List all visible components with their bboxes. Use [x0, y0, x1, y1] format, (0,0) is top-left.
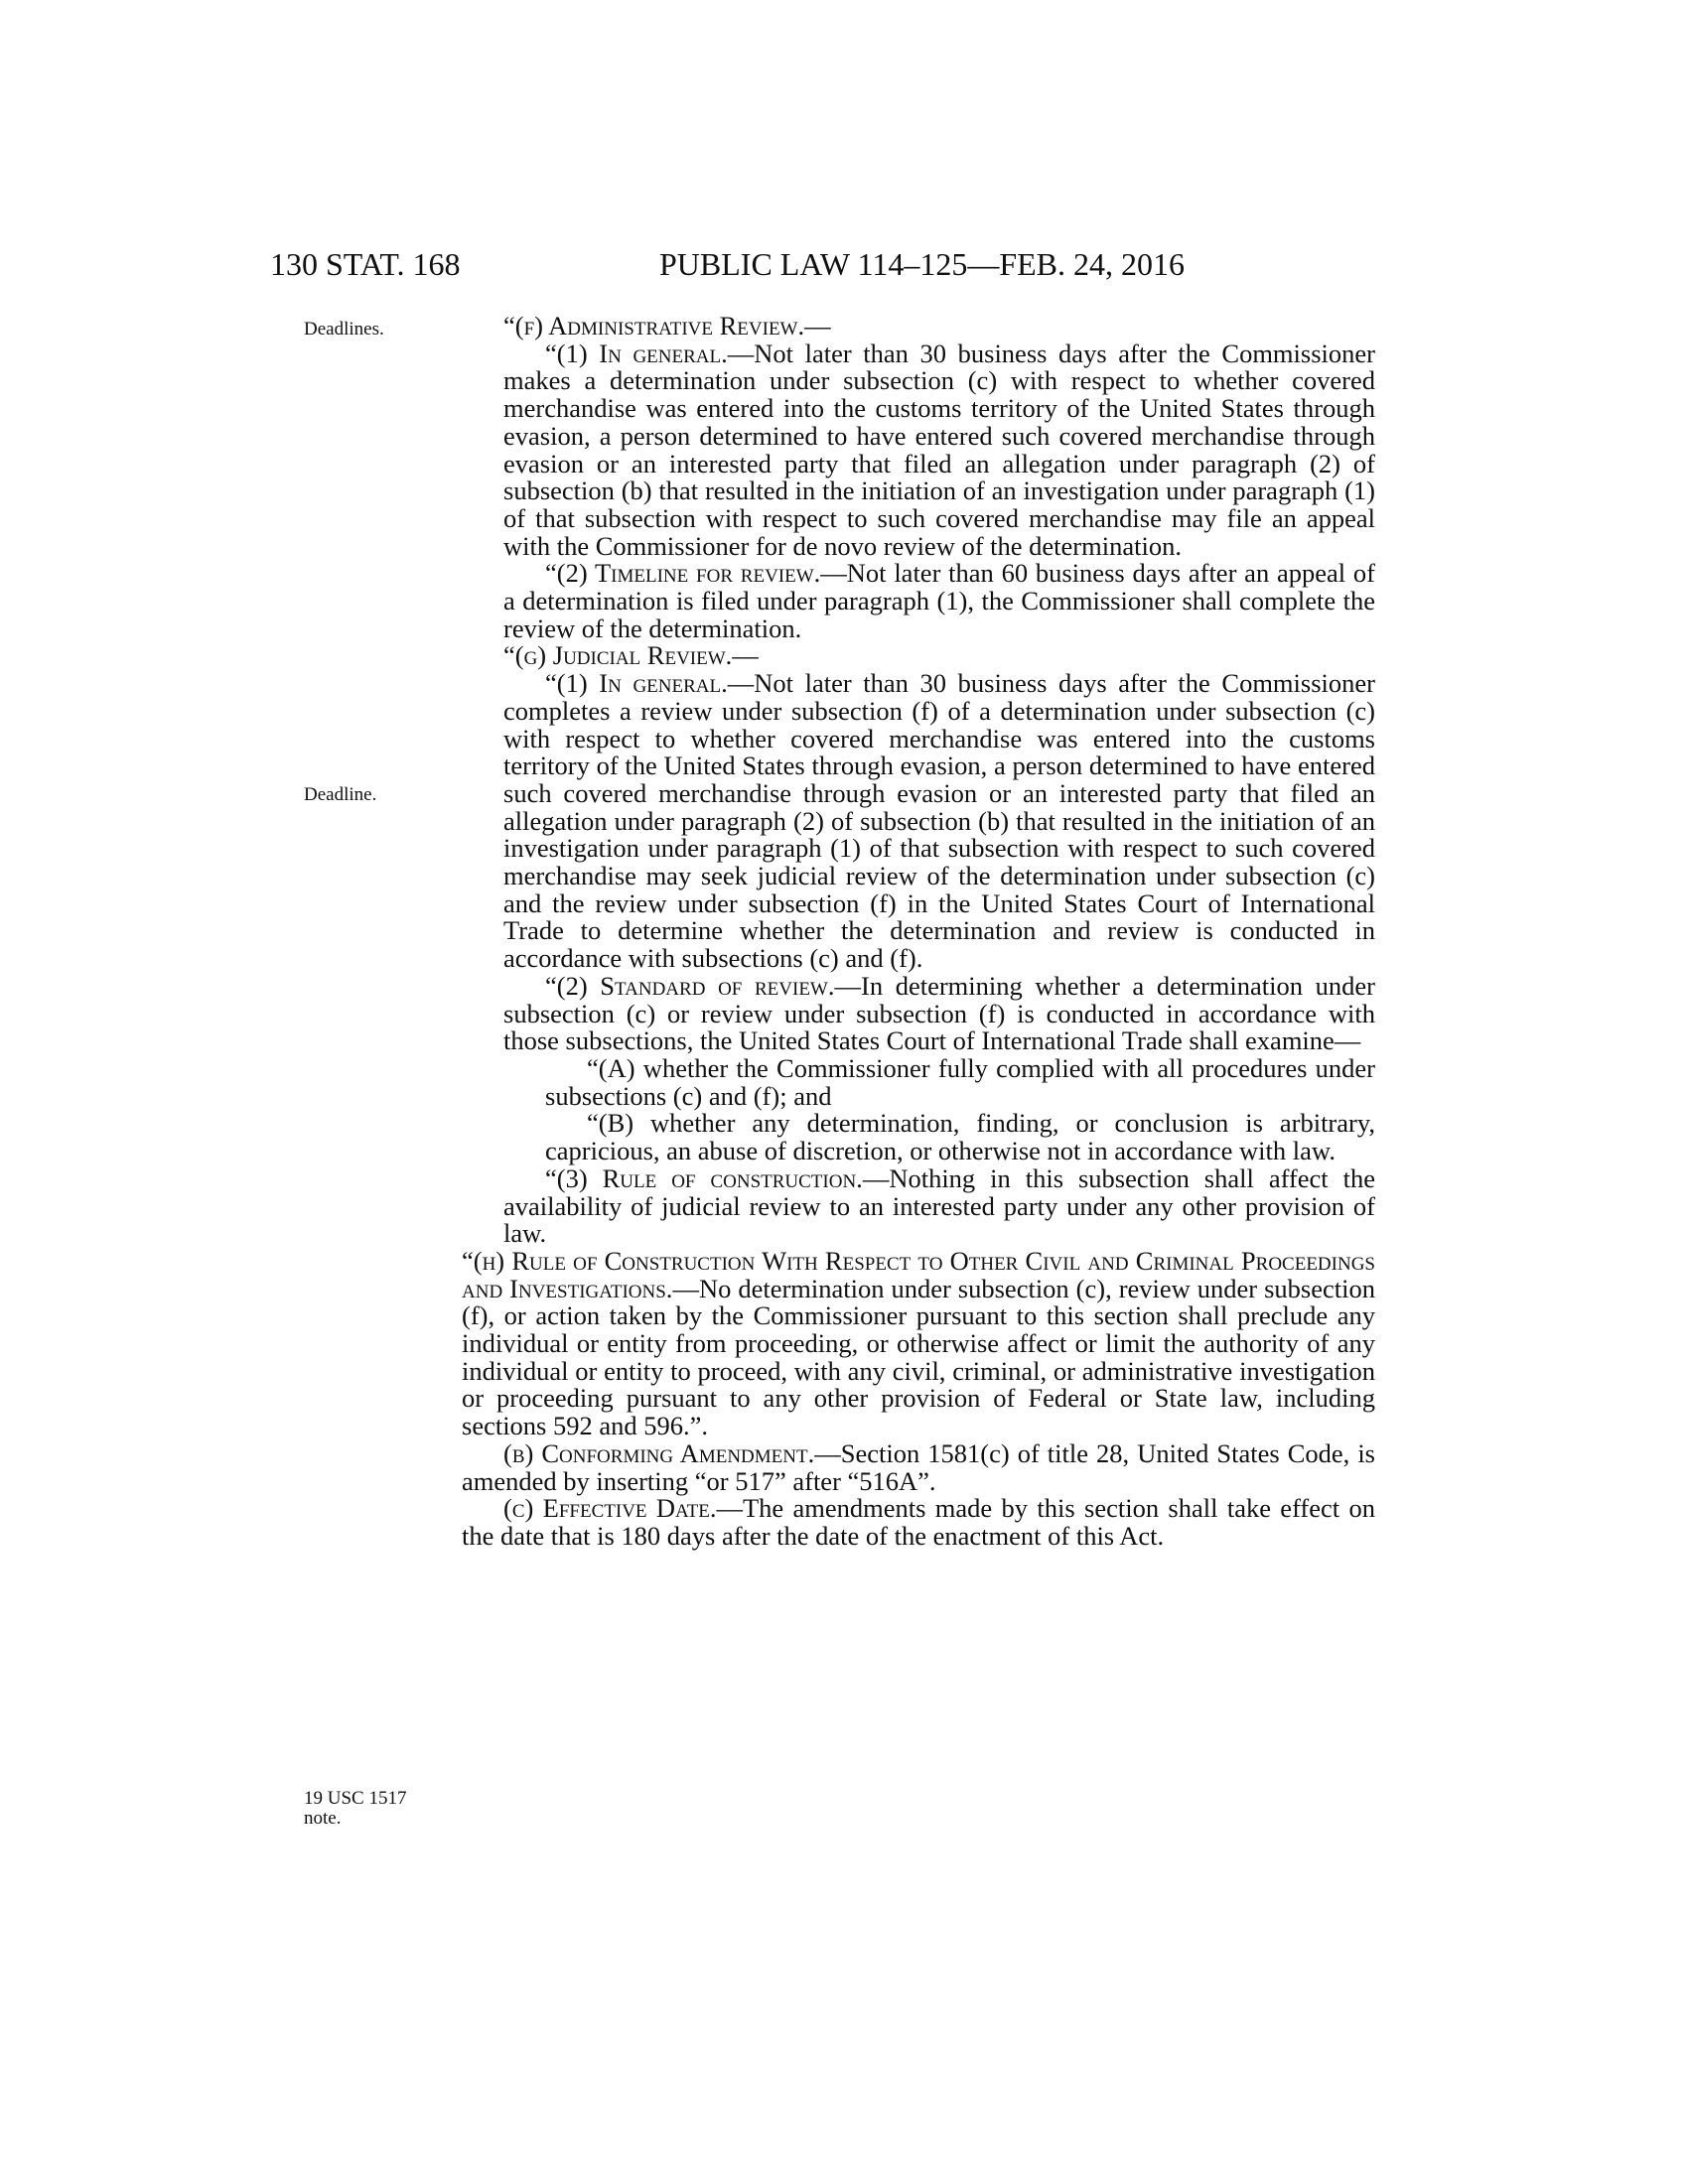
statute-page-number: 130 STAT. 168: [270, 246, 461, 282]
margin-note-usc-citation: [304, 1789, 406, 1829]
paragraph-f2: [503, 560, 1375, 642]
paragraph-g1: [503, 670, 1375, 973]
paragraph-g3-heading: “(3) Rule of construction.: [545, 1162, 863, 1193]
paragraph-f1: [503, 338, 1375, 561]
law-title: PUBLIC LAW 114–125—FEB. 24, 2016: [659, 246, 1186, 282]
paragraph-g2: [503, 970, 1375, 1056]
section-b-heading: (b) Conforming Amendment.: [503, 1437, 815, 1468]
usc-citation-line: 19 USC 1517: [304, 1788, 407, 1809]
page-header: [0, 246, 1688, 286]
subsection-g-heading: “(g) Judicial Review.—: [503, 640, 759, 671]
paragraph-f2-text: —Not later than 60 business days after an appeal of a determination is filed under paragraph (1), the Commissioner shall complete the review of the determination.: [503, 558, 1375, 643]
section-b: [462, 1437, 1375, 1496]
paragraph-g2-text: —In determining whether a determination under subsection (c) or review under subsection (f) is conducted in accordance with those subsections, the United States Court of International Trade shall examine—: [503, 970, 1375, 1056]
subsection-h-heading: “(h) Rule of Construction With Respect to Other Civil and Criminal Proceedings and Investigations.: [462, 1245, 1375, 1303]
paragraph-g3: [503, 1162, 1375, 1249]
paragraph-g2-heading: “(2) Standard of review.: [545, 970, 835, 1001]
statute-body: [462, 311, 1375, 1551]
section-b-text: —Section 1581(c) of title 28, United States Code, is amended by inserting “or 517” after “516A”.: [462, 1437, 1375, 1496]
section-c: [462, 1495, 1375, 1550]
margin-note-deadlines: Deadlines.: [304, 319, 384, 340]
subsection-h: [462, 1245, 1375, 1441]
subparagraph-g2a: “(A) whether the Commissioner fully complied with all procedures under subsections (c) and (f); and: [545, 1052, 1375, 1111]
paragraph-g1-text: —Not later than 30 business days after the Commissioner completes a review under subsection (f) of a determination under subsection (c) with respect to whether covered merchandise was entered into the customs territory of the United States through evasion, a person determined to have entered such covered merchandise through evasion or an interested party that filed an allegation under paragraph (2) of subsection (b) that resulted in the initiation of an investigation under paragraph (1) of that subsection with respect to such covered merchandise may seek judicial review of the determination under subsection (c) and the review under subsection (f) in the United States Court of International Trade to determine whether the determination and review is conducted in accordance with subsections (c) and (f).: [503, 668, 1375, 974]
margin-note-deadline: Deadline.: [304, 784, 377, 805]
section-c-text: —The amendments made by this section shall take effect on the date that is 180 days after the date of the enactment of this Act.: [462, 1493, 1375, 1551]
paragraph-f1-text: —Not later than 30 business days after the Commissioner makes a determination under subsection (c) with respect to whether covered merchandise was entered into the customs territory of the United States through evasion, a person determined to have entered such covered merchandise through evasion or an interested party that filed an allegation under paragraph (2) of subsection (b) that resulted in the initiation of an investigation under paragraph (1) of that subsection with respect to such covered merchandise may file an appeal with the Commissioner for de novo review of the determination.: [503, 338, 1375, 561]
paragraph-f1-heading: “(1) In general.: [545, 338, 728, 368]
subparagraph-g2b: “(B) whether any determination, finding, or conclusion is arbitrary, capricious, an abuse of discretion, or otherwise not in accordance with law.: [545, 1108, 1375, 1166]
section-c-heading: (c) Effective Date.: [503, 1493, 717, 1524]
paragraph-g1-heading: “(1) In general.: [545, 668, 728, 699]
paragraph-g3-text: —Nothing in this subsection shall affect the availability of judicial review to an interested party under any other provision of law.: [503, 1162, 1375, 1249]
subsection-h-text: —No determination under subsection (c), review under subsection (f), or action taken by the Commissioner pursuant to this section shall preclude any individual or entity from proceeding, or otherwise affect or limit the authority of any individual or entity to proceed, with any civil, criminal, or administrative investigation or proceeding pursuant to any other provision of Federal or State law, including sections 592 and 596.”.: [462, 1273, 1375, 1441]
paragraph-f2-heading: “(2) Timeline for review.: [545, 558, 821, 589]
usc-citation-note: note.: [304, 1808, 342, 1829]
subsection-f-heading: “(f) Administrative Review.—: [503, 311, 831, 341]
